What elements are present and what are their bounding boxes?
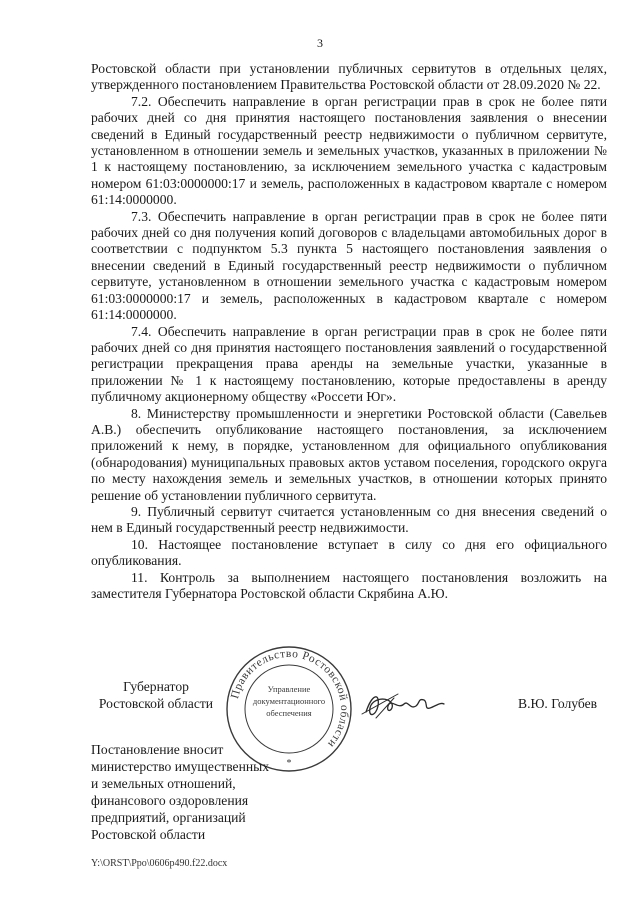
seal-inner-line3: обеспечения (266, 708, 312, 718)
paragraph-10: 10. Настоящее постановление вступает в силу со дня его официального опубликования. (91, 536, 607, 569)
introduced-by-line: предприятий, организаций (91, 810, 246, 825)
paragraph-continuation: Ростовской области при установлении публичных сервитутов в отдельных целях, утвержденного постановлением Правительства Ростовской области от 28.09.2020 № 22. (91, 61, 607, 93)
introduced-by-line: и земельных отношений, (91, 776, 236, 791)
paragraph-7-2: 7.2. Обеспечить направление в орган регистрации прав в срок не более пяти рабочих дней со дня принятия настоящего постановления заявления о внесении сведений в Единый государственный реестр недвижимости о публичном сервитуте, установленном в отношении земель и земельных участков, указанных в приложении № 1 к настоящему постановлению, за исключением земельного участка с кадастровым номером 61:03:0000000:17 и земель, расположенных в кадастровом квартале с номером 61:14:0000000. (91, 93, 607, 208)
paragraph-7-4: 7.4. Обеспечить направление в орган регистрации прав в срок не более пяти рабочих дней со дня принятия настоящего постановления заявлений о государственной регистрации прекращения права аренды на земельные участки, указанные в приложении № 1 к настоящему постановлению, которые предоставлены в аренду публичному акционерному обществу «Россети Юг». (91, 323, 607, 405)
file-path: Y:\ORST\Ppo\0606p490.f22.docx (91, 858, 228, 869)
seal-inner-line1: Управление (267, 684, 311, 694)
introduced-by-line: финансового оздоровления (91, 793, 249, 808)
seal-inner-line2: документационного (252, 696, 326, 706)
paragraph-8: 8. Министерству промышленности и энергетики Ростовской области (Савельев А.В.) обеспечить опубликование настоящего постановления, за исключением приложений к нему, в порядке, установленном для официального опубликования (обнародования) муниципальных правовых актов уставом поселения, городского округа по месту нахождения земель и земельных участков, в отношении которых принято решение об установлении публичного сервитута. (91, 405, 607, 503)
introduced-by-line: Постановление вносит (91, 742, 224, 757)
seal-star: * (286, 758, 292, 769)
seal-outer-text: Правительство Ростовской области (229, 647, 351, 751)
page-number: 3 (317, 36, 323, 50)
introduced-by-note (91, 741, 291, 843)
document-body (91, 61, 607, 602)
handwritten-signature (358, 684, 478, 724)
signatory-title (91, 678, 221, 712)
paragraph-7-3: 7.3. Обеспечить направление в орган регистрации прав в срок не более пяти рабочих дней со дня получения копий договоров с владельцами автомобильных дорог в соответствии с подпунктом 5.3 пункта 5 настоящего постановления заявления о внесении сведений в Единый государственный реестр недвижимости о публичном сервитуте, установленном в отношении земельного участка с кадастровым номером 61:03:0000000:17 и земель, расположенных в кадастровом квартале с номером 61:14:0000000. (91, 208, 607, 323)
signatory-name: В.Ю. Голубев (518, 696, 598, 711)
paragraph-11: 11. Контроль за выполнением настоящего постановления возложить на заместителя Губернатора Ростовской области Скрябина А.Ю. (91, 569, 607, 601)
introduced-by-line: министерство имущественных (91, 759, 270, 774)
signatory-title-line2: Ростовской области (98, 696, 214, 711)
paragraph-9: 9. Публичный сервитут считается установленным со дня внесения сведений о нем в Единый государственный реестр недвижимости. (91, 503, 607, 536)
signatory-title-line1: Губернатор (123, 679, 189, 694)
introduced-by-line: Ростовской области (91, 827, 206, 842)
